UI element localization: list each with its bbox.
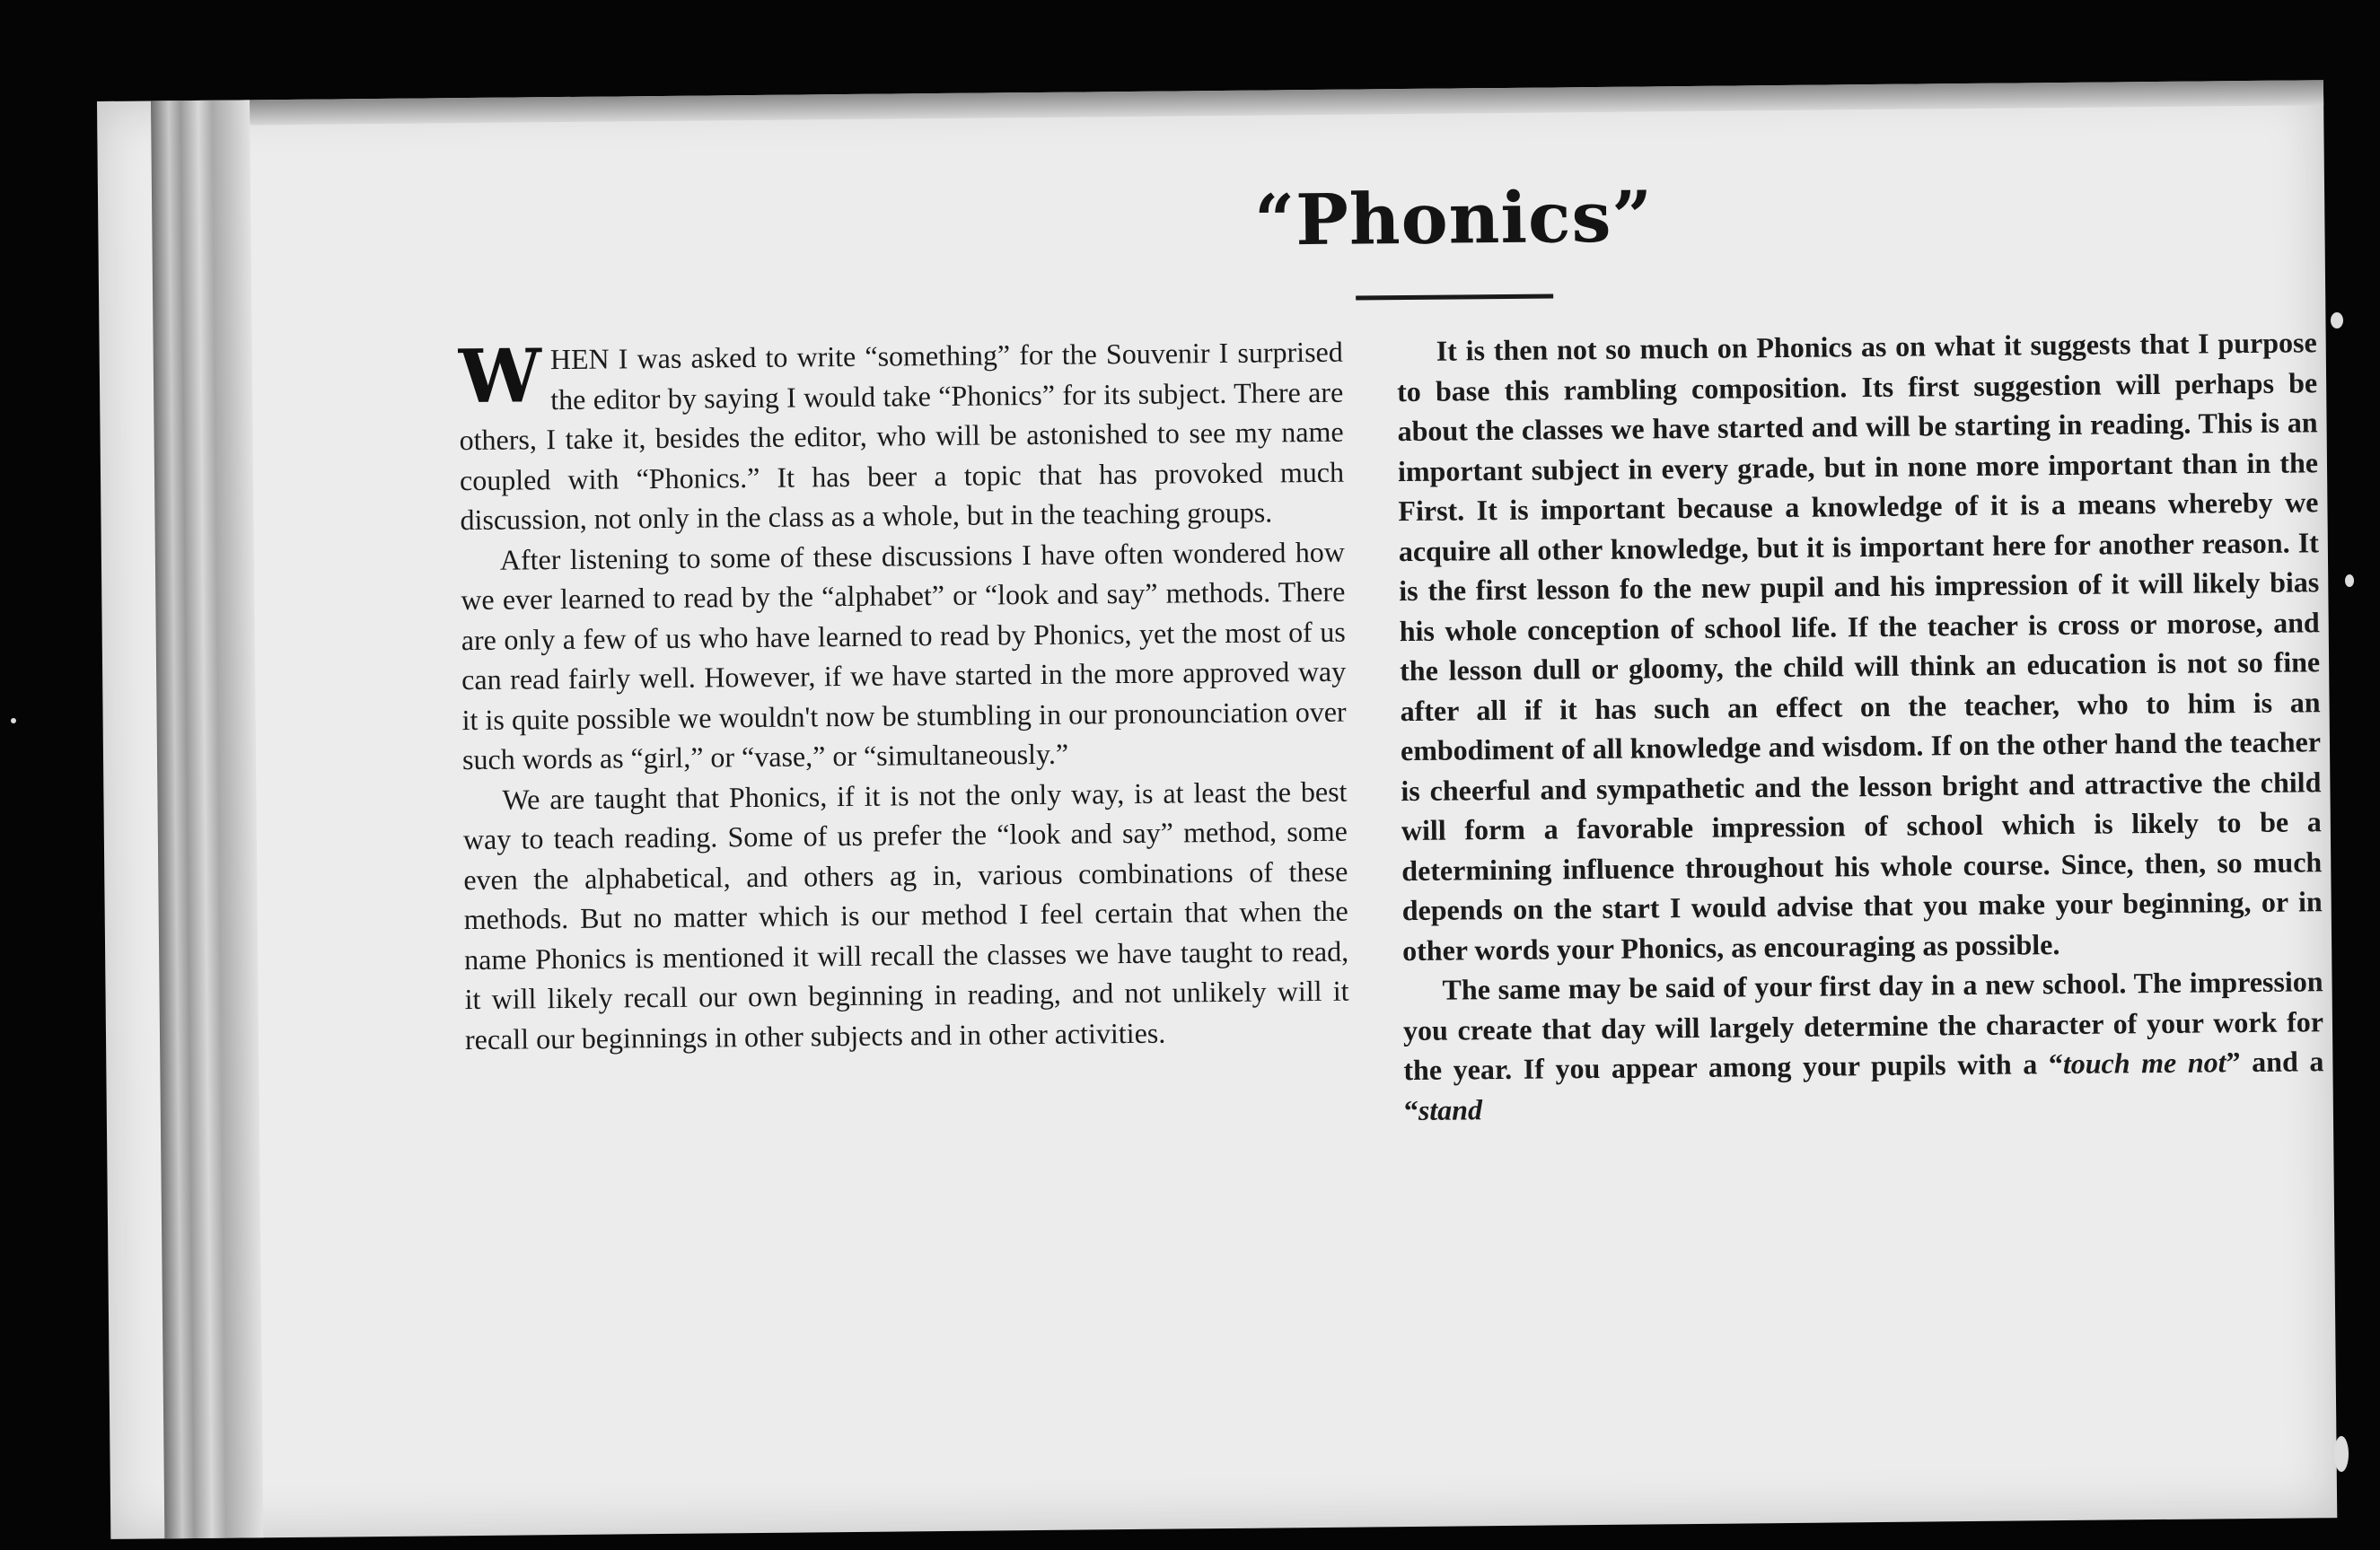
scan-speck <box>11 718 16 723</box>
page-title: “Phonics” <box>1253 176 1654 262</box>
left-paragraph-1 <box>459 332 1345 540</box>
right-paragraph-2-text: The same may be said of your first day in a new school. The impression you create that day will largely determine the character of your work for the year. If you appear among your pupils with a “ <box>1402 965 2324 1087</box>
scan-speck <box>2345 574 2354 587</box>
right-paragraph-1: It is then not so much on Phonics as on what it suggests that I purpose to base this rambling composition. Its first suggestion will perhaps be about the classes we have started and will be starting in reading. This is an important subject in every grade, but in none more important than in the First. It is important because a knowledge of it is a means whereby we acquire all other knowledge, but it is important here for another reason. It is the first lesson fo the new pupil and his impression of it will likely bias his whole conception of school life. If the teacher is cross or morose, and the lesson dull or gloomy, the child will think an education is not so fine after all if it has such an effect on the teacher, who to him is an embodiment of all knowledge and wisdom. If on the other hand the teacher is cheerful and sympathetic and the lesson bright and attractive the child will form a favorable impression of school which is likely to be a determining influence throughout his whole course. Since, then, so much depends on the start I would advise that you make your beginning, or in other words your Phonics, as encouraging as possible. <box>1396 326 2323 967</box>
scan-speck <box>2334 1436 2349 1472</box>
book-page <box>97 80 2337 1539</box>
right-column <box>1397 322 2324 1130</box>
left-paragraph-1-text: HEN I was asked to write “something” for the Souvenir I surprised the editor by saying I would take “Phonics” for its subject. There are others, I take it, besides the editor, who will be astonished to see my name coupled with “Phonics.” It has beer a topic that has provoked much discussion, not only in the class as a whole, but in the teaching groups. <box>459 335 1345 537</box>
right-paragraph-2 <box>1402 961 2324 1130</box>
scan-speck <box>2331 312 2343 328</box>
right-paragraph-2-mid: ” and a “ <box>1403 1045 2324 1126</box>
italic-phrase-2: stand <box>1418 1092 1483 1126</box>
left-column <box>459 332 1350 1059</box>
italic-phrase-1: touch me not <box>2062 1046 2226 1081</box>
left-paragraph-2: After listening to some of these discussions I have often wondered how we ever learned to read by the “alphabet” or “look and say” methods. There are only a few of us who have learned to read by Phonics, yet the most of us can read fairly well. However, if we have started in the more approved way it is quite possible we wouldn't now be stumbling in our pronounciation over such words as “girl,” or “vase,” or “simultaneously.” <box>461 535 1347 776</box>
left-paragraph-3: We are taught that Phonics, if it is not the only way, is at least the best way to teach reading. Some of us prefer the “look and say” method, some even the alphabetical, and others ag in, various combinations of these methods. But no matter which is our method I feel certain that when the name Phonics is mentioned it will recall the classes we have taught to read, it will likely recall our own beginning in reading, and not unlikely will it recall our beginnings in other subjects and in other activities. <box>462 775 1349 1055</box>
title-underline <box>1356 293 1553 300</box>
page-binding-edge <box>151 100 263 1538</box>
drop-cap: W <box>458 333 542 421</box>
page-top-edge <box>151 80 2323 126</box>
